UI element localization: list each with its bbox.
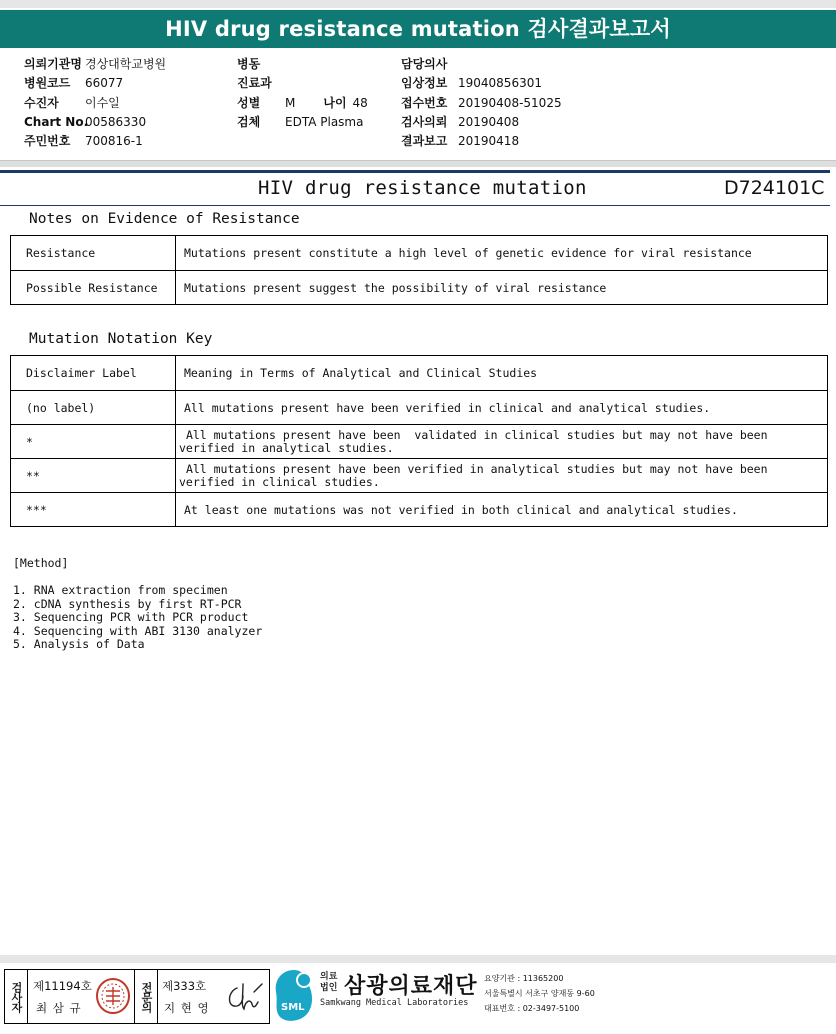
info-value: 19040856301 xyxy=(458,76,542,91)
title-rule-bottom xyxy=(0,205,830,206)
org-name: 삼광의료재단 xyxy=(344,974,478,999)
info-value: 20190408-51025 xyxy=(458,95,562,110)
report-banner-title: HIV drug resistance mutation 검사결과보고서 xyxy=(0,10,836,48)
examiner-license: 제11194호 xyxy=(33,979,92,993)
info-label: 성별 xyxy=(237,95,261,110)
examiner-label xyxy=(5,970,28,1023)
notation-label: *** xyxy=(11,493,176,527)
info-label: 담당의사 xyxy=(401,57,448,71)
info-value: 20190408 xyxy=(458,114,520,129)
footer-divider xyxy=(0,955,836,963)
method-heading: [Method] xyxy=(13,556,69,570)
table-row xyxy=(11,425,828,459)
org-code: 요양기관 : 11365200 xyxy=(484,974,564,983)
info-label: Chart No. xyxy=(24,114,89,129)
info-row-receipt-no xyxy=(401,94,562,113)
info-label: 임상정보 xyxy=(401,76,448,91)
title-rule-top xyxy=(0,170,830,173)
age-value: 48 xyxy=(352,95,368,110)
examiner-name: 최 삼 규 xyxy=(36,1001,82,1015)
section-divider xyxy=(0,160,836,167)
table-row xyxy=(11,493,828,527)
age-label: 나이 xyxy=(323,95,347,110)
info-value: 66077 xyxy=(85,76,124,91)
info-row-resident-no xyxy=(24,132,166,151)
method-step: 3. Sequencing PCR with PCR product xyxy=(13,610,249,624)
evidence-table xyxy=(10,235,828,305)
notation-header-label: Disclaimer Label xyxy=(11,356,176,391)
table-row xyxy=(11,459,828,493)
info-row-sex-age xyxy=(237,94,368,113)
sml-logo-letters: SML xyxy=(281,1002,305,1013)
signature-box xyxy=(4,969,270,1024)
evidence-desc: Mutations present constitute a high level of genetic evidence for viral resistance xyxy=(176,236,828,271)
org-name-en: Samkwang Medical Laboratories xyxy=(320,998,469,1008)
notation-meaning: All mutations present have been verified in clinical and analytical studies. xyxy=(176,391,828,425)
info-value: M xyxy=(285,95,296,110)
info-value: 00586330 xyxy=(85,114,147,129)
notation-meaning: All mutations present have been verified in analytical studies but may not have been verified in clinical studies. xyxy=(176,459,828,493)
reviewer-license: 제333호 xyxy=(162,979,207,993)
info-row-patient xyxy=(24,94,166,113)
info-row-specimen xyxy=(237,113,368,132)
info-value: EDTA Plasma xyxy=(285,114,364,129)
info-label: 결과보고 xyxy=(401,134,448,149)
info-label: 병동 xyxy=(237,57,261,71)
patient-info-col2 xyxy=(237,55,368,132)
table-row xyxy=(11,391,828,425)
evidence-desc: Mutations present suggest the possibility of viral resistance xyxy=(176,271,828,305)
info-row-clinical-info xyxy=(401,74,562,93)
org-phone: 대표번호 : 02-3497-5100 xyxy=(484,1004,580,1013)
notation-table xyxy=(10,355,828,527)
method-step: 1. RNA extraction from specimen xyxy=(13,583,228,597)
info-label: 수진자 xyxy=(24,95,59,110)
info-value: 700816-1 xyxy=(85,134,143,149)
info-row-institution xyxy=(24,55,166,74)
method-step: 4. Sequencing with ABI 3130 analyzer xyxy=(13,623,263,638)
org-address: 서울특별시 서초구 양재동 9-60 xyxy=(484,989,595,998)
table-row xyxy=(11,236,828,271)
evidence-section-title: Notes on Evidence of Resistance xyxy=(29,211,300,227)
info-label: 의뢰기관명 xyxy=(24,57,82,71)
reviewer-name: 지 현 영 xyxy=(164,1001,210,1015)
report-code: D724101C xyxy=(724,177,825,199)
org-type: 의료 법인 xyxy=(320,972,338,993)
info-row-ward xyxy=(237,55,368,74)
info-row-report-date xyxy=(401,132,562,151)
notation-section-title: Mutation Notation Key xyxy=(29,331,213,347)
sml-logo-icon xyxy=(272,968,316,1022)
method-steps xyxy=(13,584,262,652)
reviewer-label-text: 전문의 xyxy=(140,981,153,1012)
reviewer-label xyxy=(134,970,158,1023)
info-value: 이수일 xyxy=(85,95,120,110)
notation-label: (no label) xyxy=(11,391,176,425)
evidence-term: Possible Resistance xyxy=(11,271,176,305)
notation-header-meaning: Meaning in Terms of Analytical and Clinical Studies xyxy=(176,356,828,391)
report-title: HIV drug resistance mutation xyxy=(258,177,587,199)
method-step: 5. Analysis of Data xyxy=(13,637,145,651)
evidence-term: Resistance xyxy=(11,236,176,271)
examiner-seal-icon xyxy=(95,977,131,1015)
notation-label: ** xyxy=(11,459,176,493)
info-label: 검사의뢰 xyxy=(401,114,448,129)
examiner-label-text: 검사자 xyxy=(10,981,23,1012)
patient-info-col3 xyxy=(401,55,562,151)
info-value: 경상대학교병원 xyxy=(85,57,167,71)
patient-info-col1 xyxy=(24,55,166,151)
table-header-row xyxy=(11,356,828,391)
info-row-chart-no xyxy=(24,113,166,132)
reviewer-signature-icon xyxy=(223,978,265,1014)
info-row-hospital-code xyxy=(24,74,166,93)
info-label: 병원코드 xyxy=(24,76,71,91)
notation-meaning: At least one mutations was not verified in both clinical and analytical studies. xyxy=(176,493,828,527)
info-row-department xyxy=(237,74,368,93)
notation-label: * xyxy=(11,425,176,459)
info-label: 진료과 xyxy=(237,76,272,91)
info-label: 검체 xyxy=(237,114,261,129)
info-row-request-date xyxy=(401,113,562,132)
notation-meaning: All mutations present have been validated in clinical studies but may not have been verified in analytical studies. xyxy=(176,425,828,459)
method-step: 2. cDNA synthesis by first RT-PCR xyxy=(13,596,242,611)
info-label: 주민번호 xyxy=(24,134,71,149)
info-value: 20190418 xyxy=(458,134,520,149)
table-row xyxy=(11,271,828,305)
info-row-physician xyxy=(401,55,562,74)
info-label: 접수번호 xyxy=(401,95,448,110)
top-gray-bar xyxy=(0,0,836,8)
